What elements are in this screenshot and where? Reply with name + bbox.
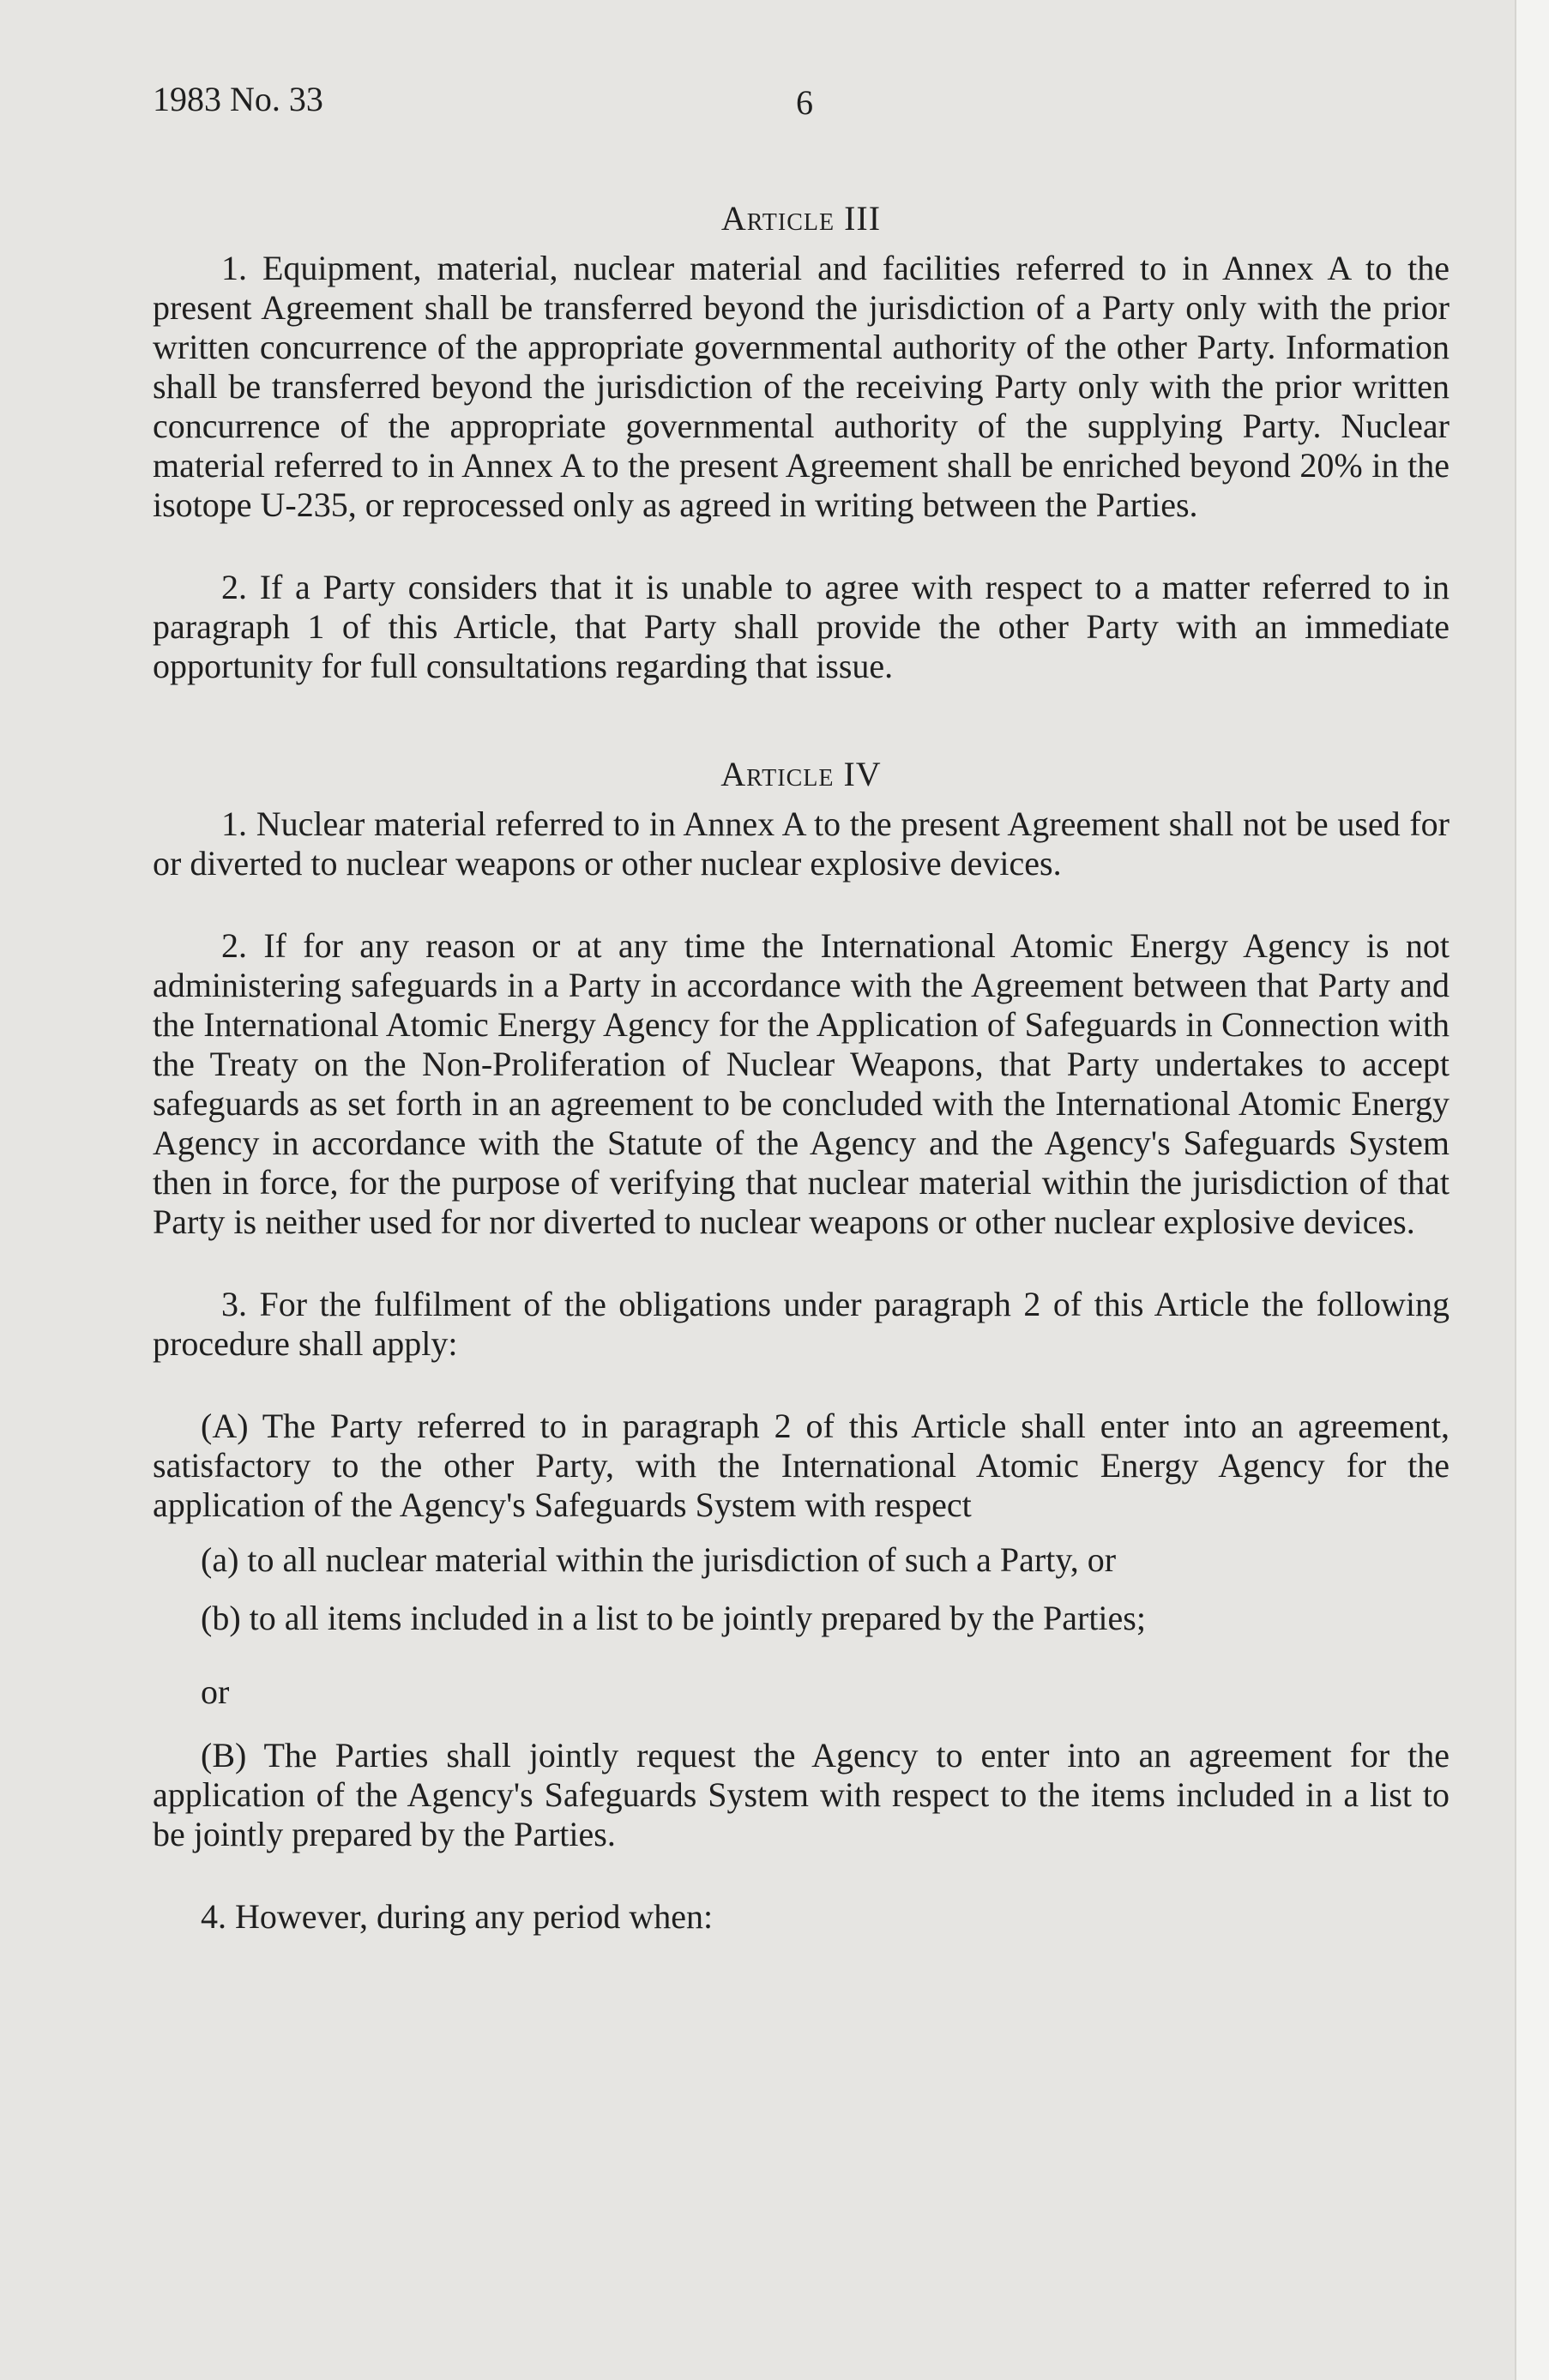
article-iv-heading: Article IV (720, 755, 882, 793)
document-reference: 1983 No. 33 (153, 80, 323, 118)
procedure-item-b: (b) to all items included in a list to be jointly prepared by the Parties; (201, 1599, 1146, 1637)
article-iv-paragraph-4: 4. However, during any period when: (201, 1897, 714, 1936)
page-edge (1515, 0, 1549, 2380)
procedure-option-a: (A) The Party referred to in paragraph 2 of this Article shall enter into an agreement, satisfactory to the other Party, with the International Atomic Energy Agency for the application of the Agency's Safeguards System with respect (153, 1407, 1450, 1524)
article-iii-paragraph-2: 2. If a Party considers that it is unable to agree with respect to a matter referred to in paragraph 1 of this Article, that Party shall provide the other Party with an immediate opportunity for full consultations regarding that issue. (153, 568, 1450, 685)
page-body (153, 199, 1450, 1952)
page-number: 6 (796, 83, 813, 122)
page-header (153, 79, 1439, 130)
procedure-item-a: (a) to all nuclear material within the jurisdiction of such a Party, or (201, 1540, 1117, 1579)
article-iv-paragraph-2: 2. If for any reason or at any time the International Atomic Energy Agency is not administering safeguards in a Party in accordance with the Agreement between that Party and the International Atomic Energy Agency for the Application of Safeguards in Connection with the Treaty on the Non-Proliferation of Nuclear Weapons, that Party undertakes to accept safeguards as set forth in an agreement to be concluded with the International Atomic Energy Agency in accordance with the Statute of the Agency and the Agency's Safeguards System then in force, for the purpose of verifying that nuclear material within the jurisdiction of that Party is neither used for nor diverted to nuclear weapons or other nuclear explosive devices. (153, 926, 1450, 1241)
article-iv-paragraph-1: 1. Nuclear material referred to in Annex A to the present Agreement shall not be used for or diverted to nuclear weapons or other nuclear explosive devices. (153, 804, 1450, 883)
article-iii-heading: Article III (720, 199, 882, 238)
article-iii-paragraph-1: 1. Equipment, material, nuclear material and facilities referred to in Annex A to the present Agreement shall be transferred beyond the jurisdiction of a Party only with the prior written concurrence of the appropriate governmental authority of the other Party. Information shall be transferred beyond the jurisdiction of the receiving Party only with the prior written concurrence of the appropriate governmental authority of the supplying Party. Nuclear material referred to in Annex A to the present Agreement shall be enriched beyond 20% in the isotope U-235, or reprocessed only as agreed in writing between the Parties. (153, 249, 1450, 524)
procedure-or: or (201, 1672, 230, 1711)
article-iv-paragraph-3: 3. For the fulfilment of the obligations under paragraph 2 of this Article the following procedure shall apply: (153, 1285, 1450, 1363)
procedure-option-b: (B) The Parties shall jointly request the Agency to enter into an agreement for the application of the Agency's Safeguards System with respect to the items included in a list to be jointly prepared by the Parties. (153, 1736, 1450, 1853)
